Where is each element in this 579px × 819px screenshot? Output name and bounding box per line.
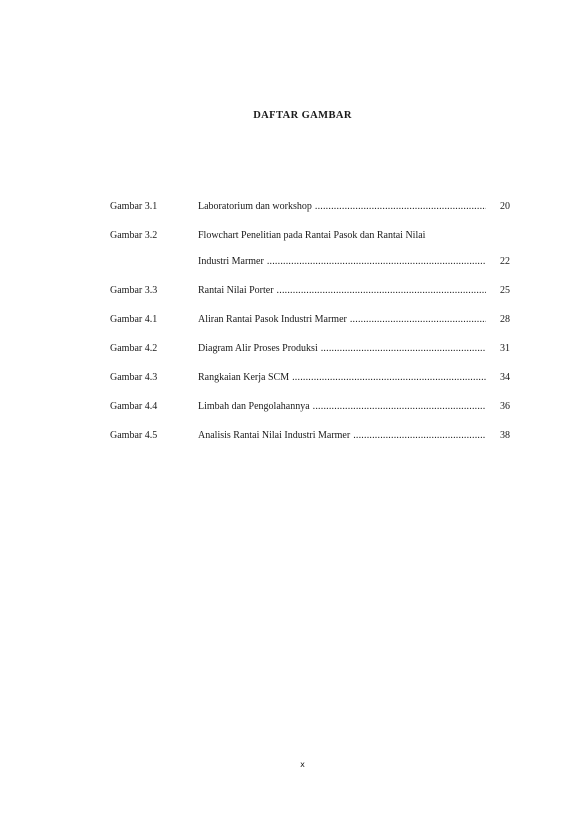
figure-caption — [198, 312, 486, 327]
list-item — [110, 199, 510, 214]
page-title: DAFTAR GAMBAR — [253, 110, 352, 121]
figure-caption — [198, 283, 486, 298]
caption-text: Diagram Alir Proses Produksi — [198, 343, 318, 354]
footer-page-number: x — [300, 760, 305, 769]
caption-text: Industri Marmer — [198, 256, 264, 267]
caption-text: Rangkaian Kerja SCM — [198, 372, 290, 383]
figure-number: Gambar 4.3 — [110, 372, 158, 383]
page-number: 28 — [500, 314, 510, 325]
page-number: 34 — [500, 372, 510, 383]
dot-leader — [350, 312, 486, 327]
dot-leader — [313, 399, 486, 414]
page-number: 38 — [500, 430, 510, 441]
caption-text: Laboratorium dan workshop — [198, 201, 312, 212]
figure-caption — [198, 341, 486, 356]
figure-number: Gambar 4.1 — [110, 314, 158, 325]
figure-number: Gambar 3.1 — [110, 201, 158, 212]
caption-text: Analisis Rantai Nilai Industri Marmer — [198, 430, 351, 441]
page-number: 20 — [500, 201, 510, 212]
list-item — [110, 399, 510, 414]
figure-caption — [198, 199, 486, 214]
dot-leader — [267, 254, 486, 269]
caption-text: Limbah dan Pengolahannya — [198, 401, 310, 412]
list-item — [110, 341, 510, 356]
list-item — [110, 283, 510, 298]
figure-number: Gambar 3.3 — [110, 285, 158, 296]
list-item — [110, 370, 510, 385]
figure-caption — [198, 370, 486, 385]
page-number: 22 — [500, 256, 510, 267]
dot-leader — [277, 283, 486, 298]
figure-number: Gambar 4.2 — [110, 343, 158, 354]
list-item — [110, 228, 510, 269]
page-number: 25 — [500, 285, 510, 296]
list-item — [110, 312, 510, 327]
figure-list — [110, 199, 510, 457]
caption-text: Aliran Rantai Pasok Industri Marmer — [198, 314, 347, 325]
dot-leader — [292, 370, 486, 385]
page-number: 36 — [500, 401, 510, 412]
dot-leader — [353, 428, 486, 443]
figure-number: Gambar 4.4 — [110, 401, 158, 412]
dot-leader — [315, 199, 486, 214]
figure-number: Gambar 3.2 — [110, 230, 158, 241]
list-item — [110, 428, 510, 443]
figure-caption — [198, 228, 486, 269]
caption-text: Rantai Nilai Porter — [198, 285, 274, 296]
figure-caption — [198, 399, 486, 414]
figure-caption — [198, 428, 486, 443]
dot-leader — [321, 341, 486, 356]
figure-number: Gambar 4.5 — [110, 430, 158, 441]
caption-text: Flowchart Penelitian pada Rantai Pasok dan Rantai Nilai — [198, 230, 426, 241]
page-number: 31 — [500, 343, 510, 354]
